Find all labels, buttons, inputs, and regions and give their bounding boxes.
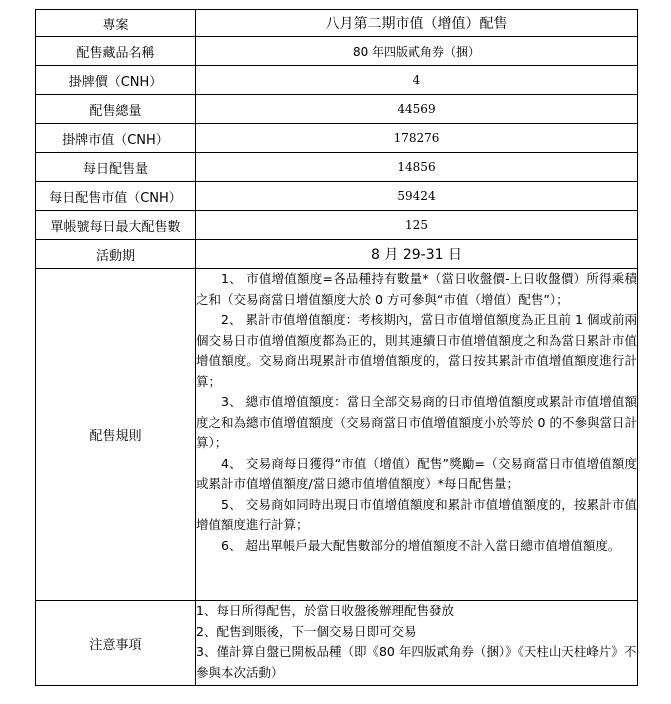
notes-label: 注意事項: [36, 601, 196, 686]
row-value: 125: [196, 211, 638, 240]
rule-item: 6、 超出單帳戶最大配售數部分的增值額度不計入當日總市值增值額度。: [221, 537, 621, 553]
rule-item: 3、 總市值增值額度：當日全部交易商的日市值增值額度或累計市值增值額度之和為總市值增值額度（交易商當日市值增值額度小於等於 0 的不參與當日計算）；: [196, 394, 637, 450]
notes-row: [36, 601, 638, 686]
note-item: 3、僅計算自盤已開板品種（即《80 年四版貳角券（捆）》《天柱山天柱峰片》不參與本次活動）: [196, 644, 637, 680]
row-value: 4: [196, 66, 638, 95]
table-row: [36, 124, 638, 153]
header-label: 專案: [36, 10, 196, 37]
row-label: 每日配售市值（CNH）: [36, 182, 196, 211]
row-value: 8 月 29-31 日: [196, 240, 638, 269]
row-value: 44569: [196, 95, 638, 124]
row-label: 單帳號每日最大配售數: [36, 211, 196, 240]
row-value: 59424: [196, 182, 638, 211]
rule-item: 5、 交易商如同時出現日市值增值額度和累計市值增值額度的，按累計市值增值額度進行計算；: [196, 496, 637, 532]
table-row: [36, 37, 638, 66]
row-label: 掛牌市值（CNH）: [36, 124, 196, 153]
row-value: 80 年四版貳角券（捆）: [196, 37, 638, 66]
allotment-table: [35, 9, 638, 686]
table-row: [36, 153, 638, 182]
rule-item: 1、 市值增值額度=各品種持有數量*（當日收盤價-上日收盤價）所得乘積之和（交易商當日增值額度大於 0 方可參與“市值（增值）配售”）；: [196, 271, 637, 307]
row-label: 配售總量: [36, 95, 196, 124]
rules-row: [36, 269, 638, 601]
note-item: 2、配售到賬後，下一個交易日即可交易: [196, 623, 417, 639]
note-item: 1、每日所得配售，於當日收盤後辦理配售發放: [196, 603, 454, 618]
notes-content: [196, 601, 638, 686]
row-value: 178276: [196, 124, 638, 153]
row-label: 每日配售量: [36, 153, 196, 182]
header-row: [36, 10, 638, 37]
table-row: [36, 95, 638, 124]
table-row: [36, 211, 638, 240]
rule-item: 2、 累計市值增值額度：考核期內，當日市值增值額度為正且前 1 個或前兩個交易日市值增值額度都為正的，則其連續日市值增值額度之和為當日累計市值增值額度。交易商出現累計市值增值額度的，當日按其累計市值增值額度進行計算；: [196, 312, 637, 389]
row-label: 配售藏品名稱: [36, 37, 196, 66]
row-label: 活動期: [36, 240, 196, 269]
rules-content: [196, 269, 638, 601]
header-value: 八月第二期市值（增值）配售: [196, 10, 638, 37]
row-label: 掛牌價（CNH）: [36, 66, 196, 95]
table-row: [36, 66, 638, 95]
table-row: [36, 182, 638, 211]
row-value: 14856: [196, 153, 638, 182]
rule-item: 4、 交易商每日獲得“市值（增值）配售”獎勵=（交易商當日市值增值額度或累計市值增值額度/當日總市值增值額度）*每日配售量；: [196, 455, 637, 491]
rules-label: 配售規則: [36, 269, 196, 601]
table-row: [36, 240, 638, 269]
